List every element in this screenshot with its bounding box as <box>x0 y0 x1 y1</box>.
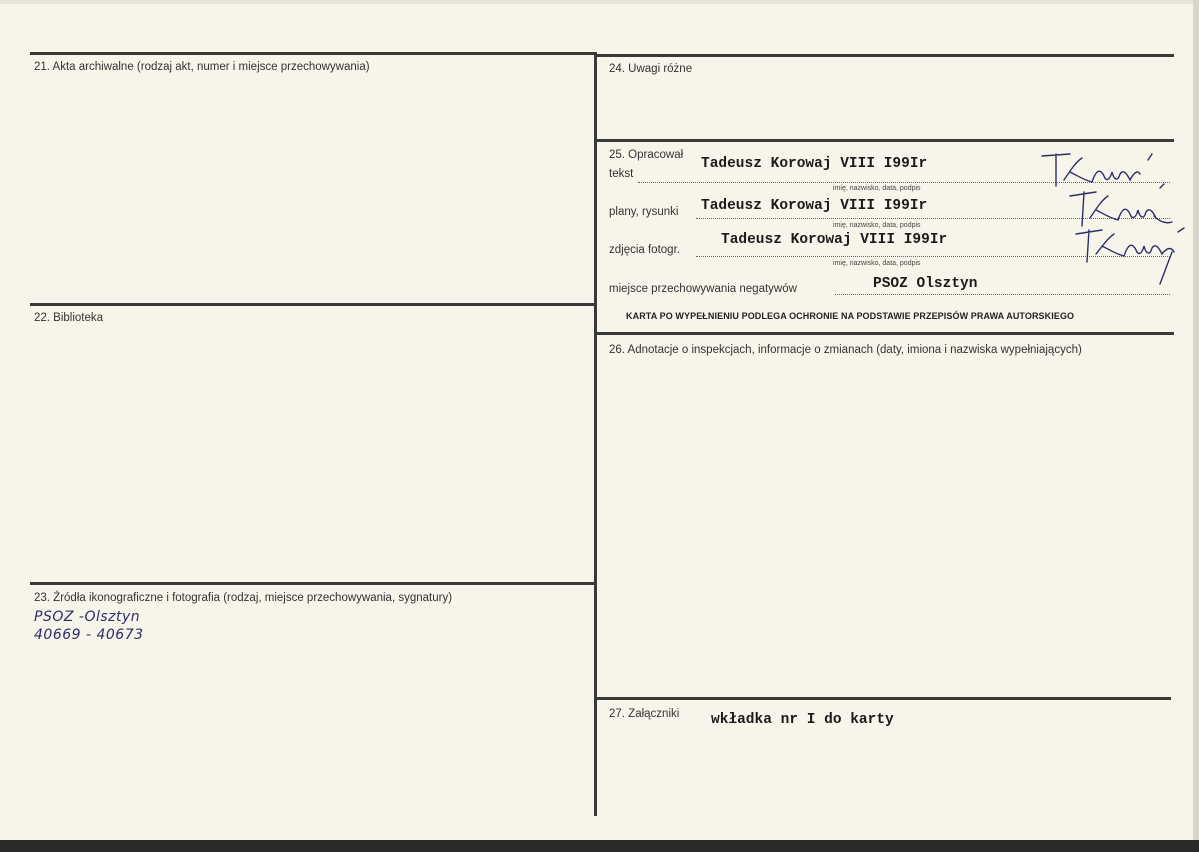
signature-zdjecia <box>1074 226 1189 288</box>
rule-right-25-26 <box>596 332 1174 335</box>
paper-edge-bottom <box>0 840 1199 852</box>
rule-top-right <box>596 54 1174 57</box>
section-21-label: 21. Akta archiwalne (rodzaj akt, numer i miejsce przechowywania) <box>34 61 370 73</box>
rule-right-26-27 <box>596 697 1171 700</box>
row-plany-caption: imię, nazwisko, data, podpis <box>833 222 921 229</box>
section-23-label: 23. Źródła ikonograficzne i fotografia (rodzaj, miejsce przechowywania, sygnatury) <box>34 592 453 604</box>
section-23-handwritten-line-2: 40669 - 40673 <box>34 627 144 643</box>
negatives-label: miejsce przechowywania negatywów <box>609 283 797 295</box>
section-22-label: 22. Biblioteka <box>34 312 104 324</box>
row-tekst-value: Tadeusz Korowaj VIII I99Ir <box>701 156 928 172</box>
row-tekst-label: tekst <box>609 168 634 180</box>
row-zdjecia-caption: imię, nazwisko, data, podpis <box>833 260 921 267</box>
rule-top-left <box>30 52 596 55</box>
section-23-handwritten-line-1: PSOZ -Olsztyn <box>34 609 141 625</box>
rule-left-21-22 <box>30 303 596 306</box>
negatives-value: PSOZ Olsztyn <box>873 276 978 292</box>
section-25-label: 25. Opracował <box>609 149 684 161</box>
paper-edge-top <box>0 0 1199 4</box>
signature-plany <box>1068 186 1178 230</box>
rule-left-22-23 <box>30 582 596 585</box>
row-plany-label: plany, rysunki <box>609 206 679 218</box>
signature-tekst <box>1040 150 1160 190</box>
rule-right-24-25 <box>596 139 1174 142</box>
row-plany-value: Tadeusz Korowaj VIII I99Ir <box>701 198 928 214</box>
section-27-label: 27. Załączniki <box>609 708 680 720</box>
section-26-label: 26. Adnotacje o inspekcjach, informacje o zmianach (daty, imiona i nazwiska wypełniających) <box>609 344 1082 356</box>
section-24-label: 24. Uwagi różne <box>609 63 693 75</box>
row-zdjecia-value: Tadeusz Korowaj VIII I99Ir <box>721 232 948 248</box>
negatives-line <box>835 294 1170 295</box>
row-tekst-caption: imię, nazwisko, data, podpis <box>833 185 921 192</box>
section-27-value: wkładka nr I do karty <box>711 712 894 728</box>
paper-edge-right <box>1193 0 1199 852</box>
copyright-notice: KARTA PO WYPEŁNIENIU PODLEGA OCHRONIE NA PODSTAWIE PRZEPISÓW PRAWA AUTORSKIEGO <box>626 311 1075 321</box>
rule-center-vertical <box>594 52 597 816</box>
row-zdjecia-label: zdjęcia fotogr. <box>609 244 680 256</box>
